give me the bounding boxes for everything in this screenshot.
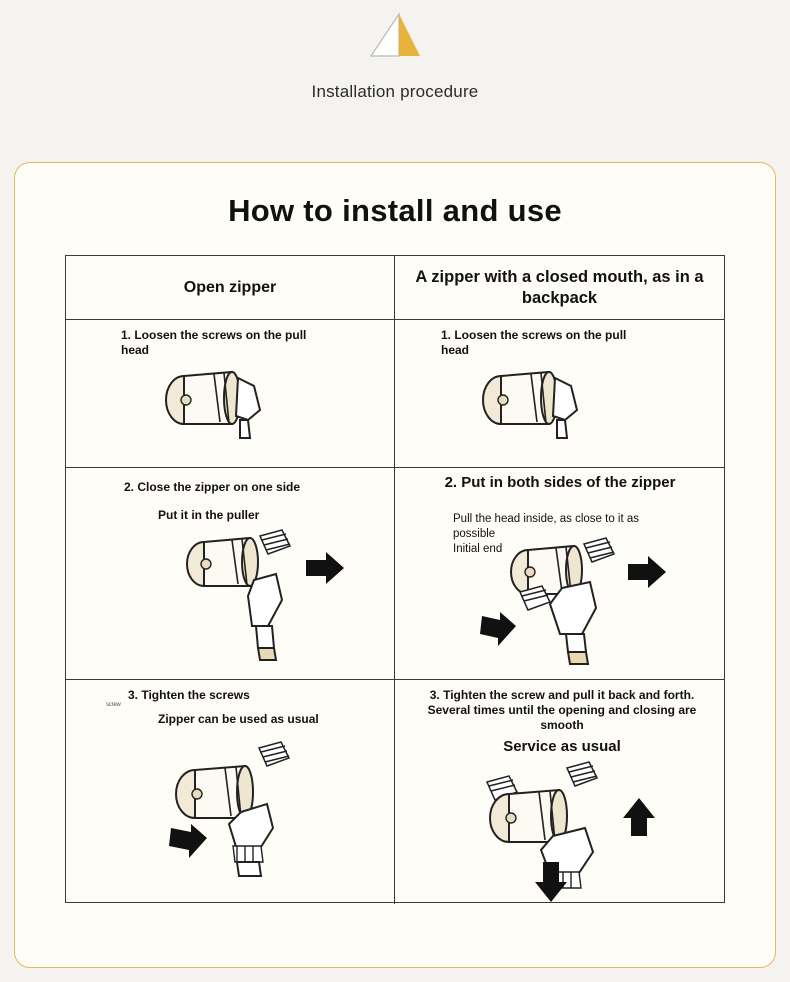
cell-step3-right (395, 680, 724, 904)
step2-right-note2: Initial end (453, 543, 503, 555)
card-title: How to install and use (228, 193, 562, 228)
step3-right-text: 3. Tighten the screw and pull it back and forth. Several times until the opening and closing are smooth (427, 688, 697, 732)
zipper-pull-head-diagram (136, 358, 336, 458)
page-header (0, 0, 790, 140)
zipper-insert-one-side-diagram (156, 530, 376, 675)
step3-left-text: 3. Tighten the screws (128, 688, 250, 702)
instruction-card (14, 162, 776, 968)
cell-step2-left (66, 468, 395, 680)
zipper-pull-head-diagram (453, 358, 653, 458)
step3-right-note: Service as usual (503, 738, 621, 755)
zipper-tighten-and-test-diagram (435, 766, 715, 904)
screwdriver-icon: screw (106, 702, 121, 708)
cell-step1-left (66, 320, 395, 468)
triangle-arrow-logo-icon (365, 12, 425, 60)
column-header-label: Open zipper (183, 278, 277, 296)
step2-left-note: Put it in the puller (158, 508, 260, 522)
cell-step1-right (395, 320, 724, 468)
step2-right-note: Pull the head inside, as close to it as possible (453, 513, 640, 540)
instruction-grid (65, 255, 725, 903)
column-header-label: A zipper with a closed mouth, as in a backpack (415, 267, 704, 307)
page-title: Installation procedure (311, 82, 479, 101)
step1-left-text: 1. Loosen the screws on the pull head (121, 328, 307, 357)
step2-right-text: 2. Put in both sides of the zipper (444, 474, 676, 491)
step1-right-text: 1. Loosen the screws on the pull head (441, 328, 627, 357)
zipper-insert-both-sides-diagram (450, 530, 710, 675)
column-header-open-zipper (66, 256, 395, 320)
column-header-closed-mouth-zipper (395, 256, 724, 320)
step2-left-text: 2. Close the zipper on one side (124, 480, 301, 494)
zipper-tighten-screws-diagram (141, 742, 371, 902)
cell-step2-right (395, 468, 724, 680)
cell-step3-left (66, 680, 395, 904)
step3-left-note: Zipper can be used as usual (158, 712, 319, 726)
